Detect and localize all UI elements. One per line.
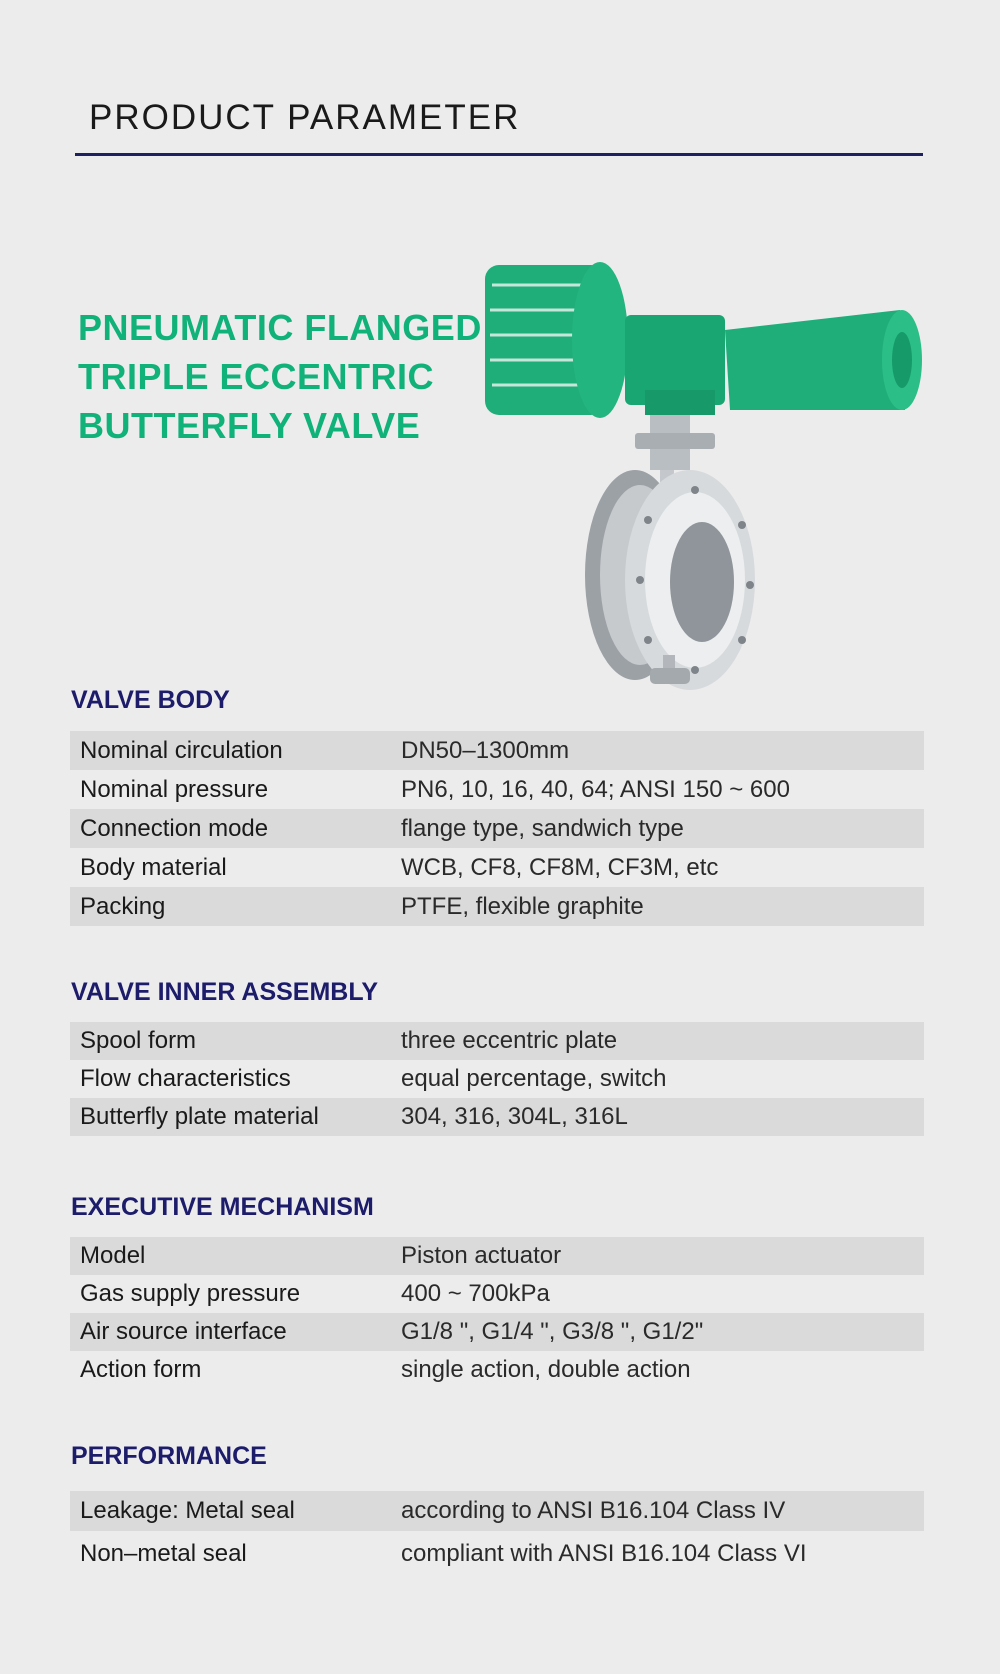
row-value: DN50–1300mm (401, 736, 570, 764)
row-value: single action, double action (401, 1356, 691, 1383)
table-row (70, 809, 924, 848)
product-title-line-1: PNEUMATIC FLANGED (78, 307, 482, 348)
row-label: Spool form (80, 1027, 197, 1054)
row-label: Flow characteristics (80, 1065, 291, 1092)
row-label: Butterfly plate material (80, 1103, 319, 1130)
section-heading-executive-mechanism: EXECUTIVE MECHANISM (71, 1193, 374, 1221)
table-row (70, 1351, 924, 1389)
row-value: G1/8 ", G1/4 ", G3/8 ", G1/2" (401, 1318, 704, 1345)
row-value: compliant with ANSI B16.104 Class VI (401, 1540, 807, 1567)
table-row (70, 887, 924, 926)
row-value: WCB, CF8, CF8M, CF3M, etc (401, 853, 719, 881)
row-value: flange type, sandwich type (401, 814, 684, 842)
row-label: Leakage: Metal seal (80, 1497, 295, 1524)
product-title-line-3: BUTTERFLY VALVE (78, 405, 421, 446)
row-label: Air source interface (80, 1318, 287, 1345)
row-value: 400 ~ 700kPa (401, 1280, 550, 1307)
row-value: PTFE, flexible graphite (401, 892, 644, 920)
row-label: Gas supply pressure (80, 1280, 301, 1307)
row-value: according to ANSI B16.104 Class IV (401, 1497, 786, 1524)
table-row (70, 770, 924, 809)
row-value: 304, 316, 304L, 316L (401, 1103, 628, 1130)
row-value: three eccentric plate (401, 1027, 618, 1054)
table-row (70, 1060, 924, 1098)
table-row (70, 731, 924, 770)
table-row (70, 1531, 924, 1577)
row-label: Body material (80, 853, 227, 881)
table-row (70, 1237, 924, 1275)
table-row (70, 1098, 924, 1136)
row-value: PN6, 10, 16, 40, 64; ANSI 150 ~ 600 (401, 775, 790, 803)
row-label: Packing (80, 892, 166, 920)
section-heading-valve-body: VALVE BODY (71, 686, 230, 714)
table-row (70, 1313, 924, 1351)
table-row (70, 1275, 924, 1313)
row-value: Piston actuator (401, 1242, 562, 1269)
table-row (70, 1491, 924, 1531)
row-label: Model (80, 1242, 146, 1269)
row-value: equal percentage, switch (401, 1065, 667, 1092)
row-label: Nominal circulation (80, 736, 283, 764)
section-heading-inner-assembly: VALVE INNER ASSEMBLY (71, 978, 378, 1006)
executive-mechanism-table (70, 1237, 924, 1389)
performance-table (70, 1491, 924, 1577)
row-label: Nominal pressure (80, 775, 269, 803)
row-label: Non–metal seal (80, 1540, 247, 1567)
table-row (70, 848, 924, 887)
inner-assembly-table (70, 1022, 924, 1136)
page-title: PRODUCT PARAMETER (89, 98, 521, 137)
title-divider (75, 153, 923, 156)
valve-product-image (480, 250, 930, 690)
valve-body-table (70, 731, 924, 926)
product-title-line-2: TRIPLE ECCENTRIC (78, 356, 435, 397)
spring-cylinder (485, 262, 628, 418)
table-row (70, 1022, 924, 1060)
row-label: Action form (80, 1356, 202, 1383)
row-label: Connection mode (80, 814, 269, 842)
section-heading-performance: PERFORMANCE (71, 1442, 267, 1470)
piston-cylinder (725, 310, 922, 410)
